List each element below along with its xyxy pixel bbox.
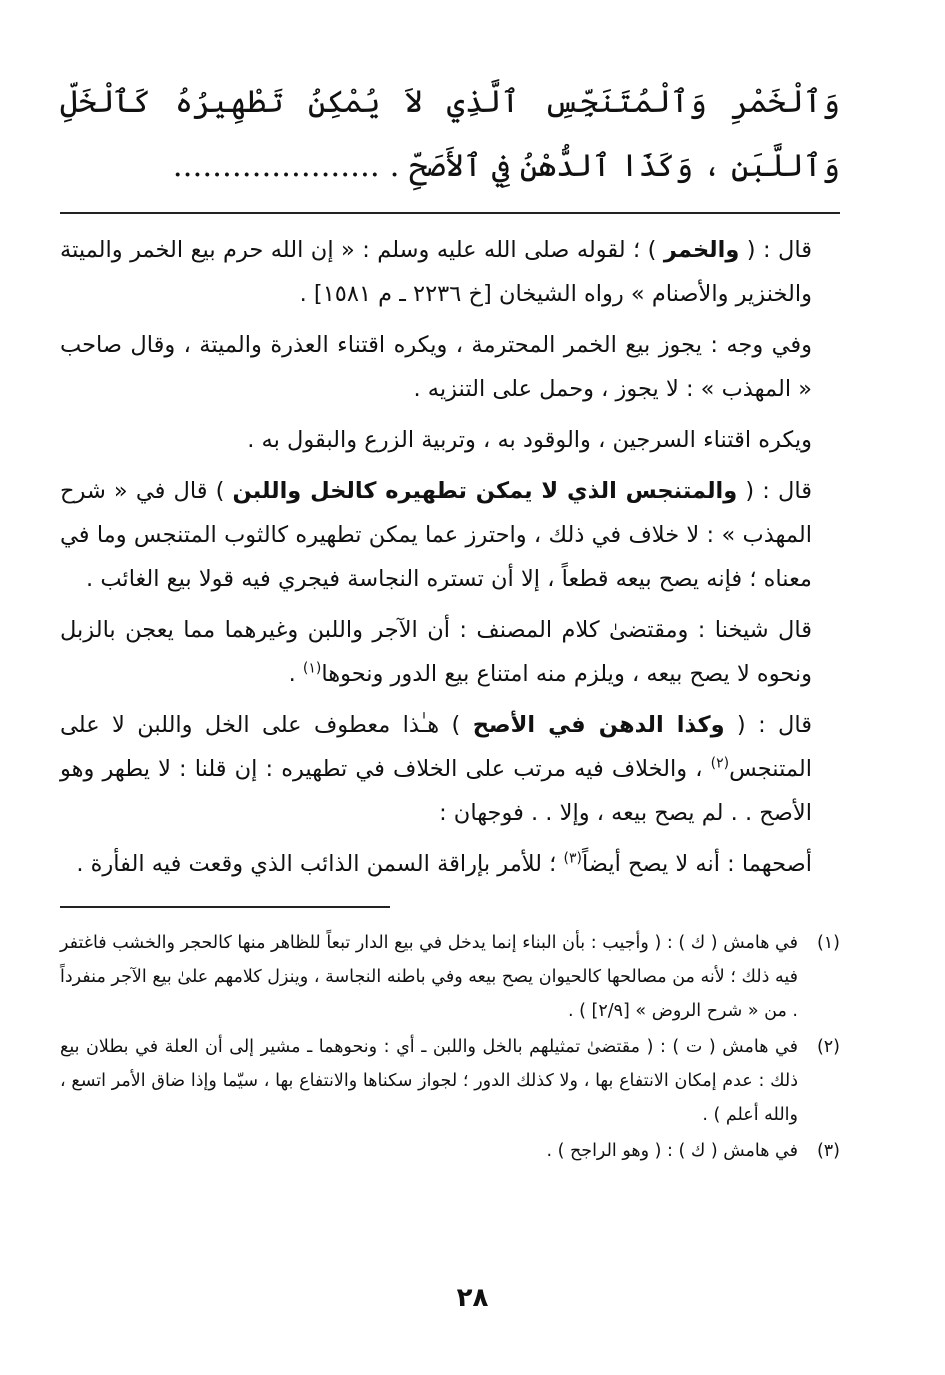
footnote [60, 926, 840, 1028]
text-run: ) هـٰذا معطوف على الخل واللبن لا على المتنجس [60, 712, 812, 782]
footnote-text: في هامش ( ك ) : ( وأجيب : بأن البناء إنما يدخل في بيع الدار تبعاً للظاهر منها كالحجر والخشب فاغتفر فيه ذلك ؛ لأنه من مصالحها كالحيوان يصح بيعه وفي باطنه النجاسة ، وينزل كلامهم علىٰ بيع الآجر منفرداً . من « شرح الروض » [٢/٩] ) . [60, 933, 798, 1021]
text-run: أصحهما : أنه لا يصح أيضاً [581, 851, 812, 877]
text-run: ) ؛ لقوله صلى الله عليه وسلم : « إن الله حرم بيع الخمر والميتة والخنزير والأصنام » رواه الشيخان [خ ٢٢٣٦ ـ م ١٥٨١] . [60, 237, 812, 307]
matn-text [60, 70, 840, 198]
commentary-paragraph-5 [60, 608, 840, 696]
footnote [60, 1134, 840, 1168]
footnotes [60, 926, 840, 1168]
commentary-paragraph-2: وفي وجه : يجوز بيع الخمر المحترمة ، ويكره اقتناء العذرة والميتة ، وقال صاحب « المهذب » : لا يجوز ، وحمل على التنزيه . [60, 332, 812, 402]
text-run: ؛ للأمر بإراقة السمن الذائب الذي وقعت فيه الفأرة . [76, 851, 564, 877]
footnote [60, 1030, 840, 1132]
text-run: قال شيخنا : ومقتضىٰ كلام المصنف : أن الآجر واللبن وغيرهما مما يعجن بالزبل ونحوه لا يصح بيعه ، ويلزم منه امتناع بيع الدور ونحوها [60, 617, 812, 687]
footnote-ref: (٢) [710, 755, 730, 772]
quoted-matn: والمتنجس الذي لا يمكن تطهيره كالخل واللبن [232, 478, 738, 504]
footnote-number: (٣) [816, 1141, 840, 1161]
quoted-matn: وكذا الدهن في الأصح [472, 712, 725, 738]
quoted-matn: والخمر [663, 237, 740, 263]
commentary-paragraph-4 [60, 469, 840, 601]
matn-line: وَٱلْخَمْرِ وَٱلْمُتَنَجِّسِ ٱلَّذِي لاَ يُمْكِنُ تَطْهِيرُهُ كَٱلْخَلِّ وَٱللَّبَنِ ، وَكَذَا ٱلدُّهْنُ فِي ٱلأَصَحِّ . [60, 84, 840, 184]
commentary-paragraph-6 [60, 703, 840, 835]
text-run: قال : ( [739, 237, 812, 263]
footnote-number: (٢) [816, 1037, 840, 1057]
page-body [60, 70, 840, 1170]
footnote-text: في هامش ( ت ) : ( مقتضىٰ تمثيلهم بالخل واللبن ـ أي : ونحوهما ـ مشير إلى أن العلة في بطلان بيع ذلك : عدم إمكان الانتفاع بها ، ولا كذلك الدور ؛ لجواز سكناها والانتفاع بها ، سيّما وإذا ضاق الأمر اتسع ، والله أعلم ) . [60, 1037, 798, 1125]
footnote-ref: (٣) [563, 850, 582, 867]
commentary [60, 228, 840, 886]
text-run: ، والخلاف فيه مرتب على الخلاف في تطهيره : إن قلنا : لا يطهر وهو الأصح . . لم يصح بيعه ، وإلا . . فوجهان : [60, 756, 812, 826]
footnote-number: (١) [816, 933, 840, 953]
footnote-divider [60, 906, 390, 908]
commentary-paragraph-7 [60, 842, 840, 886]
commentary-paragraph-1 [60, 228, 840, 316]
text-run: . [288, 661, 303, 687]
matn-divider [60, 212, 840, 214]
text-run: ) قال في « شرح المهذب » : لا خلاف في ذلك ، واحترز عما يمكن تطهيره كالثوب المتنجس وما في معناه ؛ فإنه يصح بيعه قطعاً ، إلا أن تستره النجاسة فيجري فيه قولا بيع الغائب . [60, 478, 812, 592]
footnote-ref: (١) [302, 660, 322, 677]
text-run: قال : ( [737, 478, 812, 504]
footnote-text: في هامش ( ك ) : ( وهو الراجح ) . [546, 1141, 798, 1161]
commentary-paragraph-3: ويكره اقتناء السرجين ، والوقود به ، وتربية الزرع والبقول به . [247, 427, 812, 453]
page-number: ٢٨ [456, 1283, 489, 1313]
text-run: قال : ( [724, 712, 812, 738]
matn-dots: ..................... [172, 148, 380, 184]
